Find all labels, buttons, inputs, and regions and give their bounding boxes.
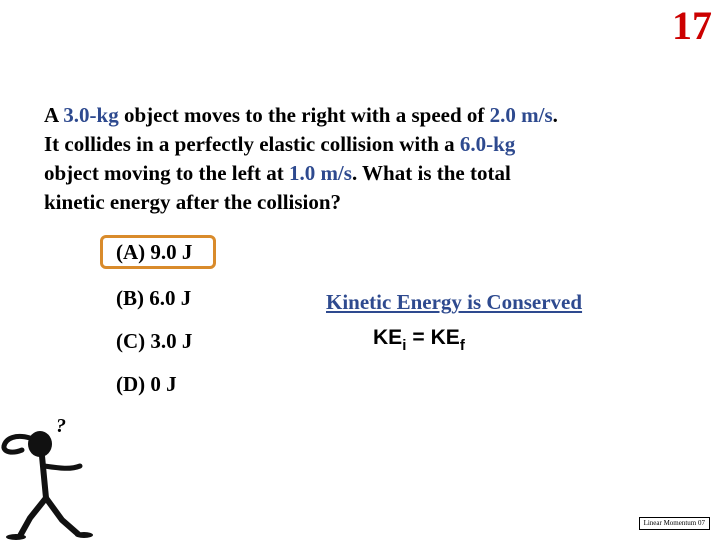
mass-value-2: 6.0-kg — [459, 132, 516, 156]
mass-value-1: 3.0-kg — [63, 103, 119, 127]
speed-value-2: 1.0 m/s — [288, 161, 352, 185]
slide-number: 17 — [672, 3, 712, 48]
question-fragment: . — [552, 103, 558, 127]
speed-value-1: 2.0 m/s — [489, 103, 553, 127]
choice-a[interactable]: (A) 9.0 J — [116, 240, 193, 264]
question-mark: ? — [56, 415, 66, 437]
equation-lhs-subscript: i — [402, 337, 407, 354]
equation-rhs-subscript: f — [459, 337, 465, 354]
thinking-stick-figure-icon — [0, 408, 120, 540]
footer-label: Linear Momentum 07 — [639, 517, 710, 530]
hint-title: Kinetic Energy is Conserved — [326, 290, 583, 314]
question-fragment: kinetic energy after the collision? — [44, 190, 342, 214]
equation-lhs: KE — [373, 326, 403, 349]
question-text — [44, 101, 664, 217]
question-fragment: It collides in a perfectly elastic collision with a — [44, 132, 460, 156]
question-fragment: . What is the total — [351, 161, 511, 185]
choice-b[interactable]: (B) 6.0 J — [116, 286, 192, 310]
equation-operator: = — [412, 326, 425, 349]
question-fragment: object moving to the left at — [44, 161, 289, 185]
choice-d[interactable]: (D) 0 J — [116, 372, 177, 396]
question-fragment: object moves to the right with a speed of — [118, 103, 490, 127]
equation-rhs: KE — [430, 326, 460, 349]
question-fragment: A — [44, 103, 64, 127]
choice-c[interactable]: (C) 3.0 J — [116, 329, 193, 353]
energy-equation — [373, 326, 465, 354]
